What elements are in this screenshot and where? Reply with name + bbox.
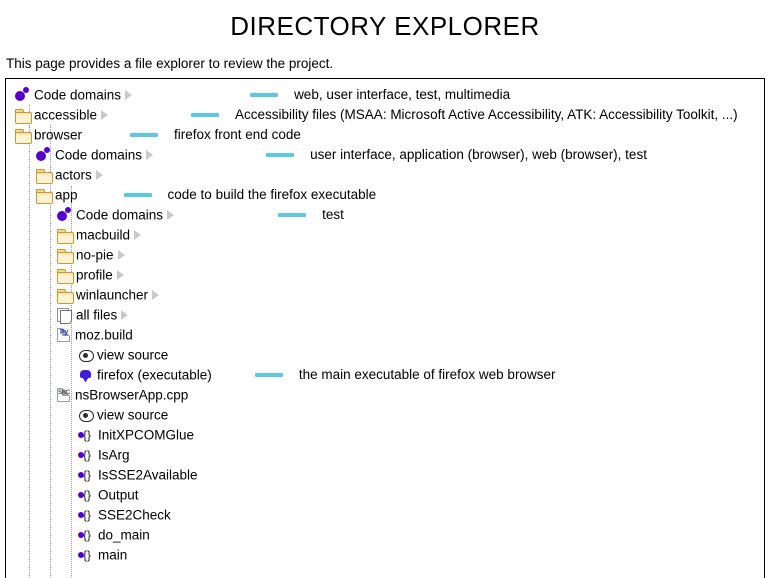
tree-node-description: the main executable of firefox web browser xyxy=(298,367,556,382)
tree-node-row[interactable] xyxy=(6,325,764,345)
folder-icon xyxy=(57,227,73,243)
tree-node-row[interactable] xyxy=(6,525,764,545)
tree-node-label[interactable]: accessible xyxy=(34,107,98,123)
tree-node-description: web, user interface, test, multimedia xyxy=(294,87,511,102)
tree-node-label[interactable]: do_main xyxy=(98,527,150,543)
tree-node-row[interactable] xyxy=(6,405,764,425)
tree-node-row[interactable] xyxy=(6,445,764,465)
tree-node-row[interactable] xyxy=(6,385,764,405)
tree-node-row[interactable] xyxy=(6,225,764,245)
tree-node-label[interactable]: profile xyxy=(76,267,113,283)
tree-node-label[interactable]: Code domains xyxy=(76,207,164,223)
folder-icon xyxy=(36,187,52,203)
tree-node-label[interactable]: no-pie xyxy=(76,247,114,263)
folder-icon xyxy=(36,167,52,183)
tree-node-row[interactable] xyxy=(6,485,764,505)
file-tree xyxy=(6,85,764,565)
molecule-icon xyxy=(15,87,31,103)
tree-node-label[interactable]: SSE2Check xyxy=(98,507,171,523)
folder-icon xyxy=(57,287,73,303)
tree-node-label[interactable]: moz.build xyxy=(75,327,133,343)
pages-icon xyxy=(57,307,73,323)
description-separator-dash xyxy=(255,373,283,377)
tree-node-row[interactable] xyxy=(6,185,764,205)
executable-icon xyxy=(78,367,94,383)
folder-icon xyxy=(57,247,73,263)
expand-arrow-icon[interactable] xyxy=(117,270,124,280)
expand-arrow-icon[interactable] xyxy=(121,310,128,320)
tree-node-row[interactable] xyxy=(6,85,764,105)
tree-node-label[interactable]: view source xyxy=(97,347,169,363)
page-title: DIRECTORY EXPLORER xyxy=(230,11,540,41)
tree-node-row[interactable] xyxy=(6,125,764,145)
tree-node-row[interactable] xyxy=(6,105,764,125)
tree-node-row[interactable] xyxy=(6,545,764,565)
tree-node-row[interactable] xyxy=(6,505,764,525)
tree-node-description: test xyxy=(322,207,344,222)
tree-node-description: user interface, application (browser), web (browser), test xyxy=(310,147,647,162)
tree-node-label[interactable]: browser xyxy=(34,127,83,143)
tree-node-row[interactable] xyxy=(6,305,764,325)
tree-node-row[interactable] xyxy=(6,265,764,285)
expand-arrow-icon[interactable] xyxy=(125,90,132,100)
tree-node-row[interactable] xyxy=(6,425,764,445)
tree-node-label[interactable]: actors xyxy=(55,167,92,183)
tree-node-label[interactable]: nsBrowserApp.cpp xyxy=(75,387,189,403)
expand-arrow-icon[interactable] xyxy=(146,150,153,160)
folder-icon xyxy=(15,107,31,123)
expand-arrow-icon[interactable] xyxy=(101,110,108,120)
tree-node-row[interactable] xyxy=(6,245,764,265)
tree-node-row[interactable] xyxy=(6,365,764,385)
tree-node-label[interactable]: Code domains xyxy=(34,87,122,103)
description-separator-dash xyxy=(278,213,306,217)
description-separator-dash xyxy=(250,93,278,97)
molecule-icon xyxy=(36,147,52,163)
tree-node-description: Accessibility files (MSAA: Microsoft Active Accessibility, ATK: Accessibility Toolkit, ...) xyxy=(235,107,738,122)
intro-text: This page provides a file explorer to review the project. xyxy=(6,56,334,71)
expand-arrow-icon[interactable] xyxy=(96,170,103,180)
tree-node-label[interactable]: winlauncher xyxy=(76,287,149,303)
tree-node-label[interactable]: all files xyxy=(76,307,118,323)
function-icon: {} xyxy=(78,427,96,443)
expand-arrow-icon[interactable] xyxy=(118,250,125,260)
tree-node-label[interactable]: macbuild xyxy=(76,227,131,243)
tree-node-description: firefox front end code xyxy=(174,127,301,142)
description-separator-dash xyxy=(124,193,152,197)
folder-icon xyxy=(15,127,31,143)
tree-node-label[interactable]: app xyxy=(55,187,78,203)
molecule-icon xyxy=(57,207,73,223)
tree-node-label[interactable]: IsSSE2Available xyxy=(98,467,198,483)
tree-node-label[interactable]: InitXPCOMGlue xyxy=(98,427,195,443)
folder-icon xyxy=(57,267,73,283)
tree-node-row[interactable] xyxy=(6,465,764,485)
tree-node-row[interactable] xyxy=(6,205,764,225)
expand-arrow-icon[interactable] xyxy=(134,230,141,240)
expand-arrow-icon[interactable] xyxy=(167,210,174,220)
tree-node-row[interactable] xyxy=(6,345,764,365)
function-icon: {} xyxy=(78,547,96,563)
directory-explorer-panel xyxy=(5,78,765,578)
tree-node-row[interactable] xyxy=(6,165,764,185)
tree-node-label[interactable]: view source xyxy=(97,407,169,423)
description-separator-dash xyxy=(191,113,219,117)
function-icon: {} xyxy=(78,487,96,503)
tree-node-row[interactable] xyxy=(6,145,764,165)
expand-arrow-icon[interactable] xyxy=(152,290,159,300)
function-icon: {} xyxy=(78,447,96,463)
tree-node-label[interactable]: main xyxy=(98,547,128,563)
tree-node-label[interactable]: IsArg xyxy=(98,447,130,463)
tree-node-row[interactable] xyxy=(6,285,764,305)
function-icon: {} xyxy=(78,527,96,543)
function-icon: {} xyxy=(78,467,96,483)
tree-node-label[interactable]: Output xyxy=(98,487,139,503)
description-separator-dash xyxy=(266,153,294,157)
function-icon: {} xyxy=(78,507,96,523)
source-file-icon: SRC xyxy=(57,387,72,403)
tree-node-label[interactable]: Code domains xyxy=(55,147,143,163)
tree-node-description: code to build the firefox executable xyxy=(167,187,377,202)
eye-icon xyxy=(78,347,94,363)
eye-icon xyxy=(78,407,94,423)
description-separator-dash xyxy=(130,133,158,137)
python-file-icon: Py xyxy=(57,327,72,343)
tree-node-label[interactable]: firefox (executable) xyxy=(97,367,212,383)
